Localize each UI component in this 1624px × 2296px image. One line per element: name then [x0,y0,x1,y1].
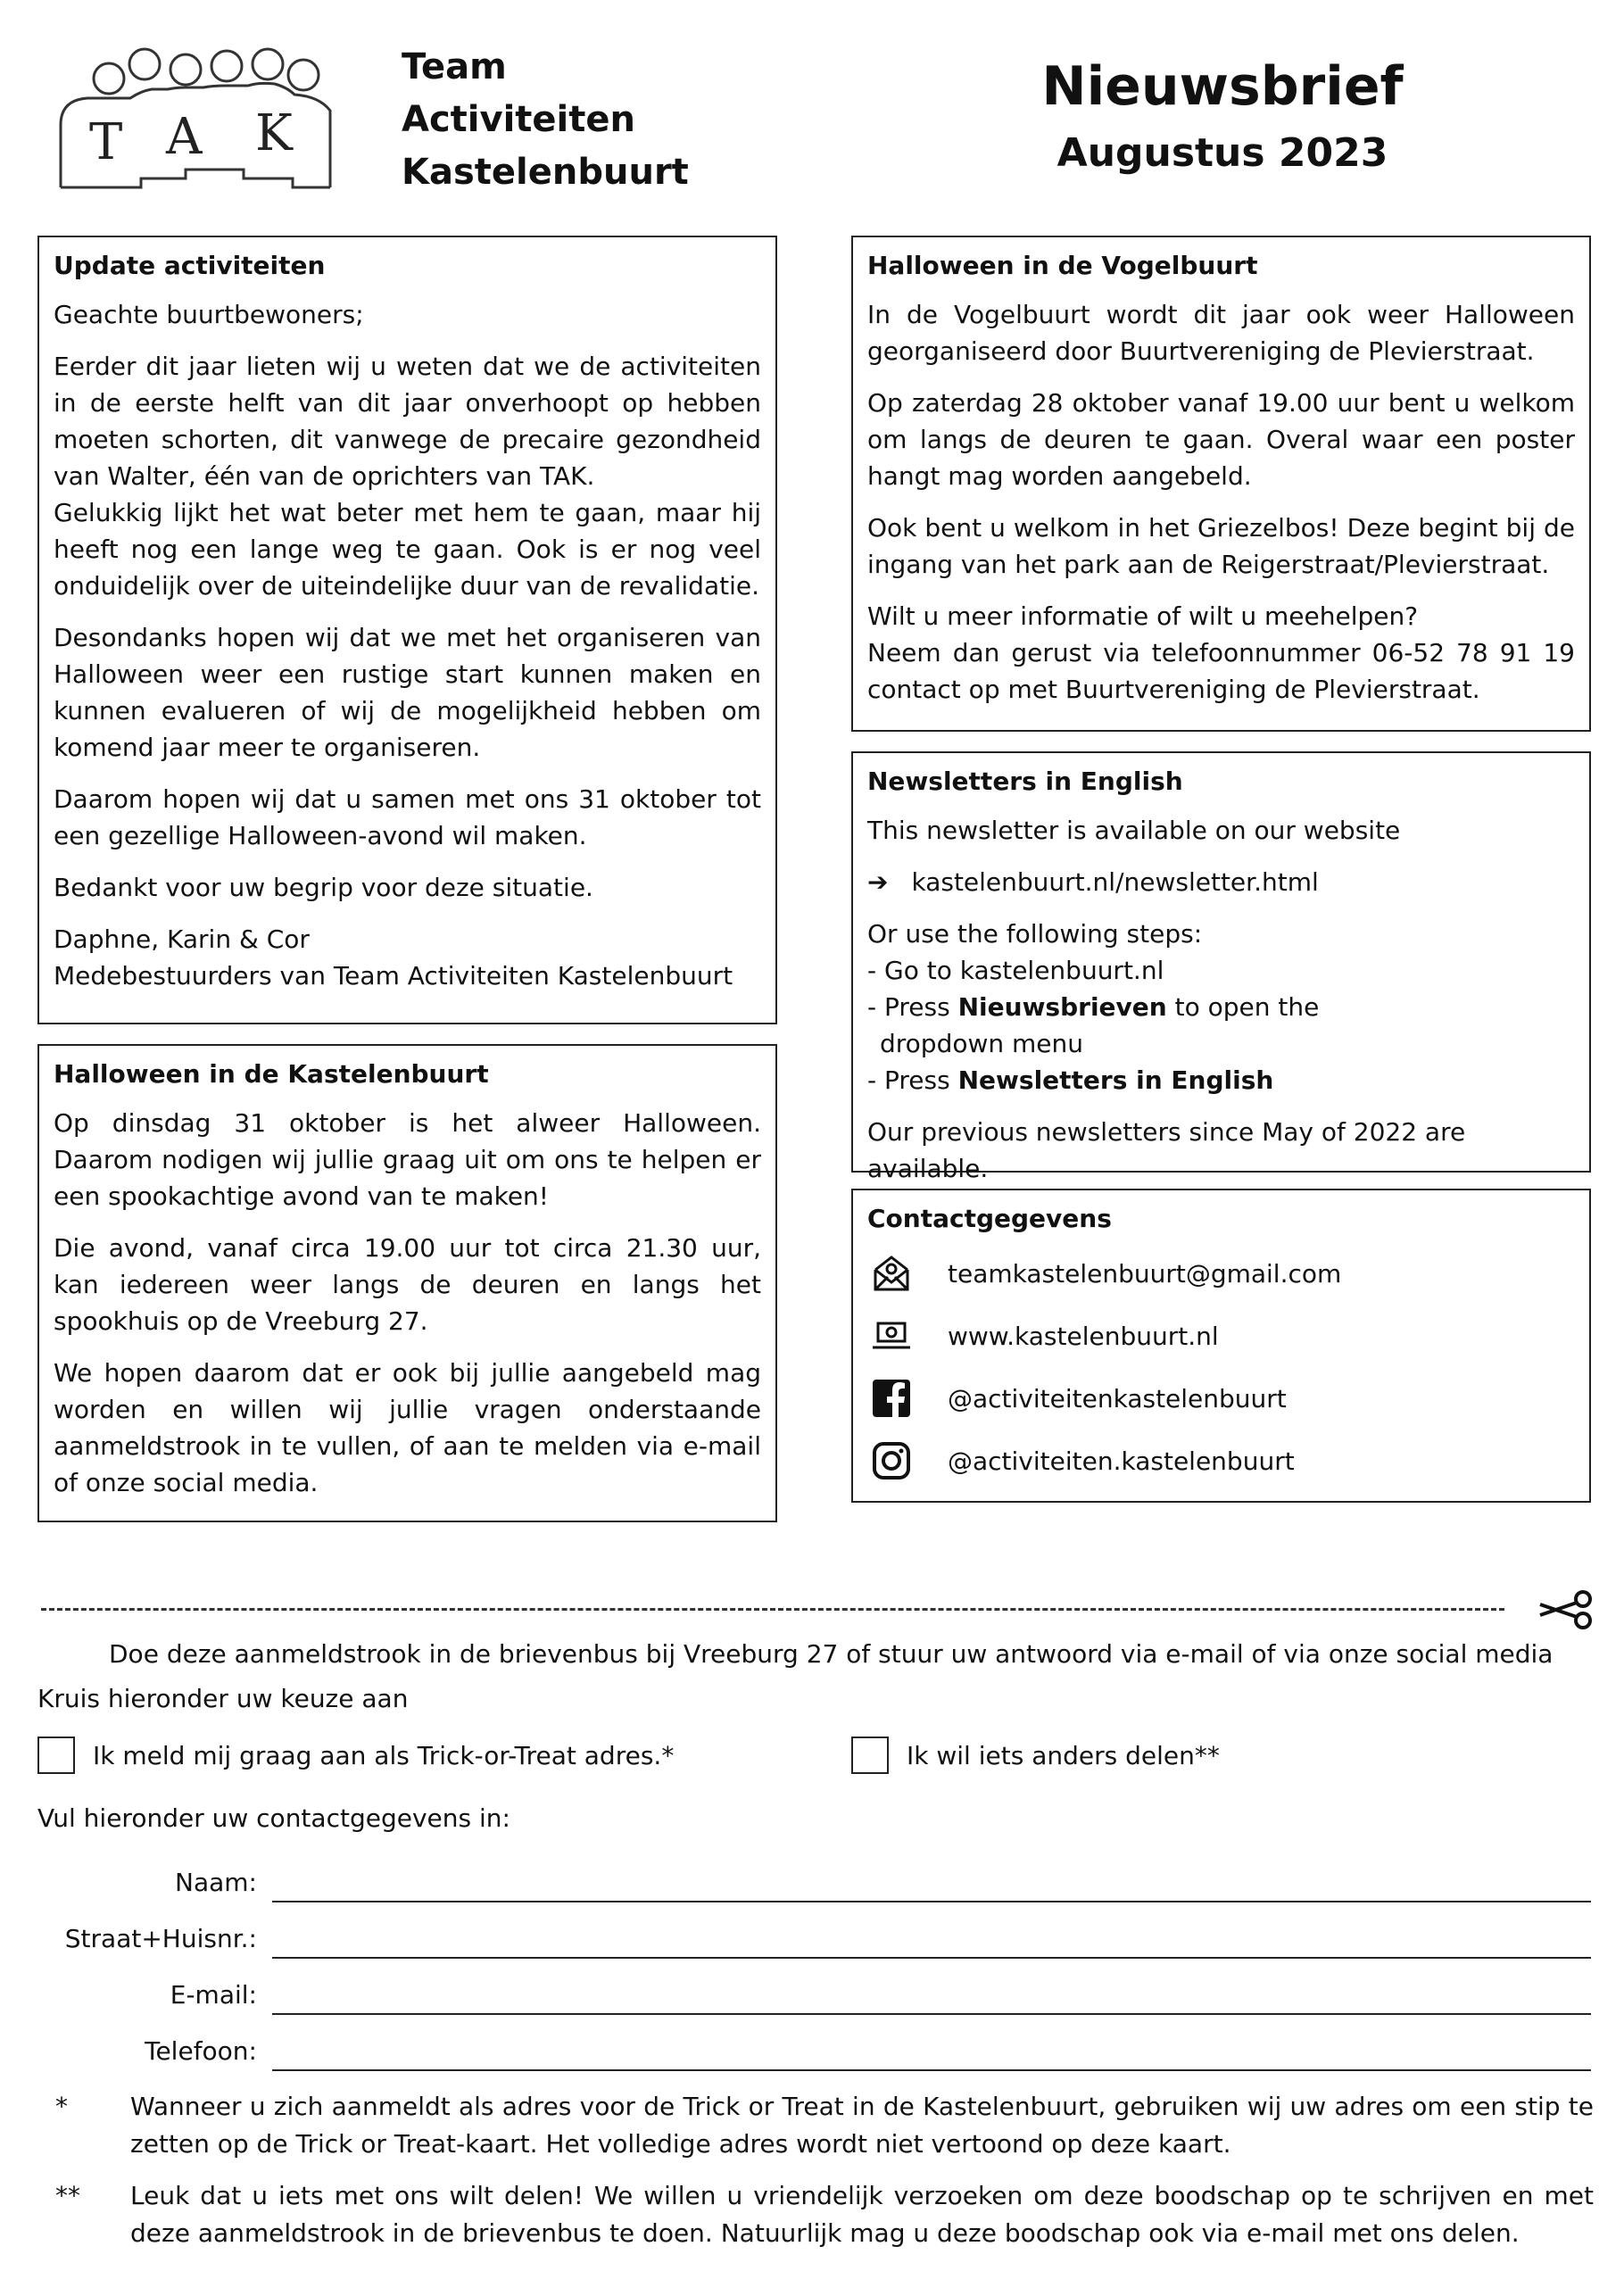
choose-label: Kruis hieronder uw keuze aan [37,1684,409,1713]
logo-letter-a: A [166,108,203,166]
org-name-line: Activiteiten [402,99,635,140]
contact-instagram-row [867,1430,1575,1492]
paragraph-part: Wilt u meer informatie of wilt u meehelpen? [867,601,1419,631]
phone-label: Telefoon: [145,2036,257,2066]
contact-website-row [867,1305,1575,1367]
english-newsletter-section [851,751,1591,1183]
paragraph: Daarom hopen wij dat u samen met ons 31 oktober tot een gezellige Halloween-avond wil maken. [54,784,761,850]
contact-facebook-row [867,1367,1575,1430]
paragraph: Geachte buurtbewoners; [54,300,364,329]
laptop-icon [869,1315,914,1356]
paragraph-part: Eerder dit jaar lieten wij u weten dat we de activiteiten in de eerste helft van dit jaar onverhoopt op hebben moeten schorten, dit vanwege de precaire gezondheid van Walter, één van de oprichters van TAK. [54,352,761,491]
footnote-1-mark: * [55,2092,68,2121]
section-title: Newsletters in English [867,767,1183,796]
section-title: Halloween in de Kastelenbuurt [54,1059,489,1089]
phone-field[interactable] [272,2069,1591,2071]
instagram-icon [869,1440,914,1481]
tak-logo [52,45,337,192]
name-label: Naam: [175,1868,257,1897]
step-3-pre: - Press [867,1065,958,1095]
email-label: E-mail: [170,1980,257,2010]
org-name-line: Kastelenbuurt [402,152,689,193]
paragraph: This newsletter is available on our website [867,816,1401,845]
halloween-vogelbuurt-section [851,236,1591,732]
update-section [37,236,777,1024]
form-instruction: Doe deze aanmeldstrook in de brievenbus bij Vreeburg 27 of stuur uw antwoord via e-mail of via onze social media [109,1639,1554,1669]
contact-website[interactable]: www.kastelenbuurt.nl [948,1321,1219,1351]
contact-email-row [867,1242,1575,1305]
paragraph: Op zaterdag 28 oktober vanaf 19.00 uur bent u welkom om langs de deuren te gaan. Overal waar een poster hangt mag worden aangebeld. [867,388,1575,491]
org-name-line: Team [402,46,507,87]
scissors-icon [1537,1588,1595,1631]
organization-name [402,41,689,199]
footnote-2: Leuk dat u iets met ons wilt delen! We willen u vriendelijk verzoeken om deze boodschap op te schrijven en met deze aanmeldstrook in de brievenbus te doen. Natuurlijk mag u deze boodschap ook via e-mail met ons delen. [130,2181,1594,2248]
steps [867,916,1575,1098]
step-1: - Go to kastelenbuurt.nl [867,956,1164,985]
contact-facebook[interactable]: @activiteitenkastelenbuurt [948,1383,1287,1413]
paragraph: Bedankt voor uw begrip voor deze situatie. [54,873,593,902]
newsletter-link[interactable]: kastelenbuurt.nl/newsletter.html [911,867,1319,897]
newsletter-title: Nieuwsbrief [1041,55,1404,118]
paragraph: Our previous newsletters since May of 2022 are available. [867,1117,1466,1183]
step-2-continued: dropdown menu [880,1029,1084,1058]
footnote-2-mark: ** [55,2181,80,2210]
paragraph: Die avond, vanaf circa 19.00 uur tot circa 21.30 uur, kan iedereen weer langs de deuren en langs het spookhuis op de Vreeburg 27. [54,1233,761,1336]
share-something-checkbox[interactable] [851,1737,889,1774]
email-field[interactable] [272,2013,1591,2015]
street-label: Straat+Huisnr.: [64,1924,257,1953]
contact-section [851,1189,1591,1503]
step-3-bold: Newsletters in English [957,1065,1274,1095]
signature-names: Daphne, Karin & Cor [54,924,310,954]
step-2-bold: Nieuwsbrieven [957,992,1167,1022]
option-trick-or-treat-label: Ik meld mij graag aan als Trick-or-Treat adres.* [93,1741,675,1770]
signature [54,921,761,994]
paragraph-part: Gelukkig lijkt het wat beter met hem te gaan, maar hij heeft nog een lange weg te gaan. Ook is er nog veel onduidelijk over de uiteindelijke duur van de revalidatie. [54,498,761,601]
paragraph [867,598,1575,708]
section-title: Halloween in de Vogelbuurt [867,251,1258,280]
paragraph: Desondanks hopen wij dat we met het organiseren van Halloween weer een rustige start kunnen maken en kunnen evalueren of wij de mogelijkheid hebben om komend jaar meer te organiseren. [54,623,761,762]
email-icon [869,1253,914,1294]
contact-instagram[interactable]: @activiteiten.kastelenbuurt [948,1446,1295,1476]
paragraph: In de Vogelbuurt wordt dit jaar ook weer Halloween georganiseerd door Buurtvereniging de Plevierstraat. [867,300,1575,366]
logo-letter-k: K [255,104,293,162]
step-2-post: to open the [1166,992,1320,1022]
section-title: Contactgegevens [867,1204,1112,1233]
halloween-kastelenbuurt-section [37,1044,777,1522]
street-field[interactable] [272,1957,1591,1959]
step-2-pre: - Press [867,992,958,1022]
name-field[interactable] [272,1901,1591,1902]
footnote-1: Wanneer u zich aanmeldt als adres voor de Trick or Treat in de Kastelenbuurt, gebruiken wij uw adres om een stip te zetten op de Trick or Treat-kaart. Het volledige adres wordt niet vertoond op deze kaart. [130,2092,1594,2159]
facebook-icon [869,1378,914,1419]
paragraph: Op dinsdag 31 oktober is het alweer Halloween. Daarom nodigen wij jullie graag uit om ons te helpen er een spookachtige avond van te maken! [54,1108,761,1211]
newsletter-date: Augustus 2023 [1056,130,1388,176]
section-title: Update activiteiten [54,251,326,280]
contact-email[interactable]: teamkastelenbuurt@gmail.com [948,1258,1342,1289]
link-row [867,864,1575,900]
signature-role: Medebestuurders van Team Activiteiten Kastelenbuurt [54,961,733,991]
paragraph: Ook bent u welkom in het Griezelbos! Deze begint bij de ingang van het park aan de Reigerstraat/Plevierstraat. [867,513,1575,579]
paragraph-part: Neem dan gerust via telefoonnummer 06-52 78 91 19 contact op met Buurtvereniging de Plevierstraat. [867,638,1575,704]
trick-or-treat-checkbox[interactable] [37,1737,75,1774]
contact-details-label: Vul hieronder uw contactgegevens in: [37,1803,510,1833]
arrow-icon: ➔ [867,867,889,897]
logo-letter-t: T [89,113,123,171]
option-share-label: Ik wil iets anders delen** [907,1741,1220,1770]
step-3 [867,1062,1575,1098]
cut-line [41,1608,1504,1611]
step-2 [867,989,1575,1025]
paragraph: We hopen daarom dat er ook bij jullie aangebeld mag worden en willen wij jullie vragen onderstaande aanmeldstrook in te vullen, of aan te melden via e-mail of onze social media. [54,1358,761,1497]
steps-intro: Or use the following steps: [867,919,1203,949]
paragraph [54,348,761,604]
